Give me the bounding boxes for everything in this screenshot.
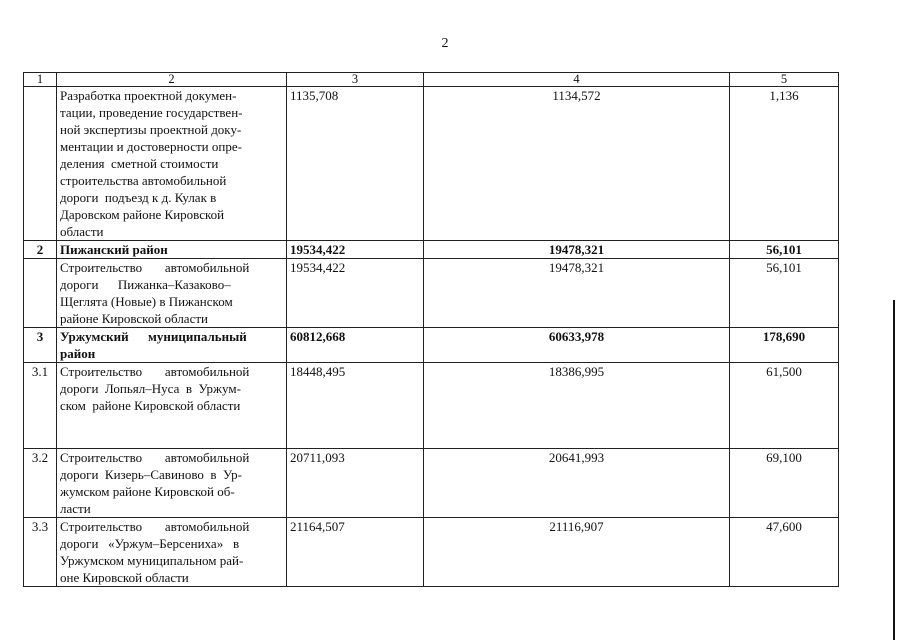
item-name-cell	[57, 363, 287, 449]
item-name-line: тации, проведение государствен-	[60, 105, 243, 120]
item-name-line: Разработка проектной докумен-	[60, 88, 237, 103]
value-cell-c5: 61,500	[730, 363, 839, 449]
header-cell: 3	[287, 73, 424, 87]
page-number: 2	[441, 36, 449, 51]
item-name-line: Уржумском муниципальном рай-	[60, 553, 244, 568]
item-name-line: Даровском районе Кировской	[60, 207, 225, 222]
value-cell-c3: 1135,708	[287, 87, 424, 241]
value-cell-c4: 21116,907	[424, 518, 730, 587]
item-name-line	[60, 414, 283, 431]
item-name-line: дороги «Уржум–Берсениха» в	[60, 536, 240, 551]
item-name-line: дороги Кизерь–Савиново в Ур-	[60, 467, 242, 482]
item-name-line: Строительство автомобильной	[60, 519, 250, 534]
item-name-line: ласти	[60, 501, 91, 516]
item-name-line: дороги Пижанка–Казаково–	[60, 277, 231, 292]
item-name-line: район	[60, 346, 96, 361]
item-name-line: деления сметной стоимости	[60, 156, 219, 171]
scan-edge-line	[893, 300, 895, 640]
table-row	[24, 87, 839, 241]
item-name-line: районе Кировской области	[60, 311, 208, 326]
item-name-line	[60, 431, 283, 448]
item-name-line: строительства автомобильной	[60, 173, 227, 188]
item-name-cell	[57, 241, 287, 259]
item-name-line: оне Кировской области	[60, 570, 189, 585]
value-cell-c4: 60633,978	[424, 328, 730, 363]
item-name-line: ной экспертизы проектной доку-	[60, 122, 242, 137]
value-cell-c3: 20711,093	[287, 449, 424, 518]
row-number-cell: 3.1	[24, 363, 57, 449]
item-name-line: жумском районе Кировской об-	[60, 484, 235, 499]
item-name-line: ментации и достоверности опре-	[60, 139, 242, 154]
value-cell-c3: 21164,507	[287, 518, 424, 587]
value-cell-c4: 1134,572	[424, 87, 730, 241]
table-row	[24, 518, 839, 587]
row-number-cell	[24, 87, 57, 241]
value-cell-c3: 60812,668	[287, 328, 424, 363]
item-name-line: ском районе Кировской области	[60, 398, 241, 413]
item-name-cell	[57, 259, 287, 328]
item-name-cell	[57, 518, 287, 587]
value-cell-c5: 47,600	[730, 518, 839, 587]
item-name-cell	[57, 87, 287, 241]
table-row	[24, 259, 839, 328]
row-number-cell: 3	[24, 328, 57, 363]
budget-table	[23, 72, 839, 587]
item-name-line: Щеглята (Новые) в Пижанском	[60, 294, 233, 309]
value-cell-c5: 69,100	[730, 449, 839, 518]
value-cell-c3: 19534,422	[287, 259, 424, 328]
table-row	[24, 241, 839, 259]
table-row	[24, 363, 839, 449]
header-cell: 4	[424, 73, 730, 87]
row-number-cell: 3.3	[24, 518, 57, 587]
item-name-cell	[57, 328, 287, 363]
value-cell-c4: 18386,995	[424, 363, 730, 449]
table-row	[24, 449, 839, 518]
item-name-line: Уржумский муниципальный	[60, 329, 247, 344]
item-name-line: Строительство автомобильной	[60, 364, 250, 379]
value-cell-c5: 56,101	[730, 259, 839, 328]
header-cell: 1	[24, 73, 57, 87]
row-number-cell: 3.2	[24, 449, 57, 518]
value-cell-c3: 18448,495	[287, 363, 424, 449]
value-cell-c5: 1,136	[730, 87, 839, 241]
value-cell-c3: 19534,422	[287, 241, 424, 259]
item-name-line: дороги Лопьял–Нуса в Уржум-	[60, 381, 241, 396]
item-name-line: области	[60, 224, 104, 239]
value-cell-c5: 56,101	[730, 241, 839, 259]
value-cell-c4: 19478,321	[424, 259, 730, 328]
header-cell: 2	[57, 73, 287, 87]
header-cell: 5	[730, 73, 839, 87]
item-name-cell	[57, 449, 287, 518]
value-cell-c4: 20641,993	[424, 449, 730, 518]
item-name-line: Строительство автомобильной	[60, 450, 250, 465]
value-cell-c5: 178,690	[730, 328, 839, 363]
value-cell-c4: 19478,321	[424, 241, 730, 259]
row-number-cell	[24, 259, 57, 328]
item-name-line: Строительство автомобильной	[60, 260, 250, 275]
item-name-line: дороги подъезд к д. Кулак в	[60, 190, 217, 205]
table-row	[24, 328, 839, 363]
item-name-line: Пижанский район	[60, 242, 168, 257]
table-header-row	[24, 73, 839, 87]
row-number-cell: 2	[24, 241, 57, 259]
